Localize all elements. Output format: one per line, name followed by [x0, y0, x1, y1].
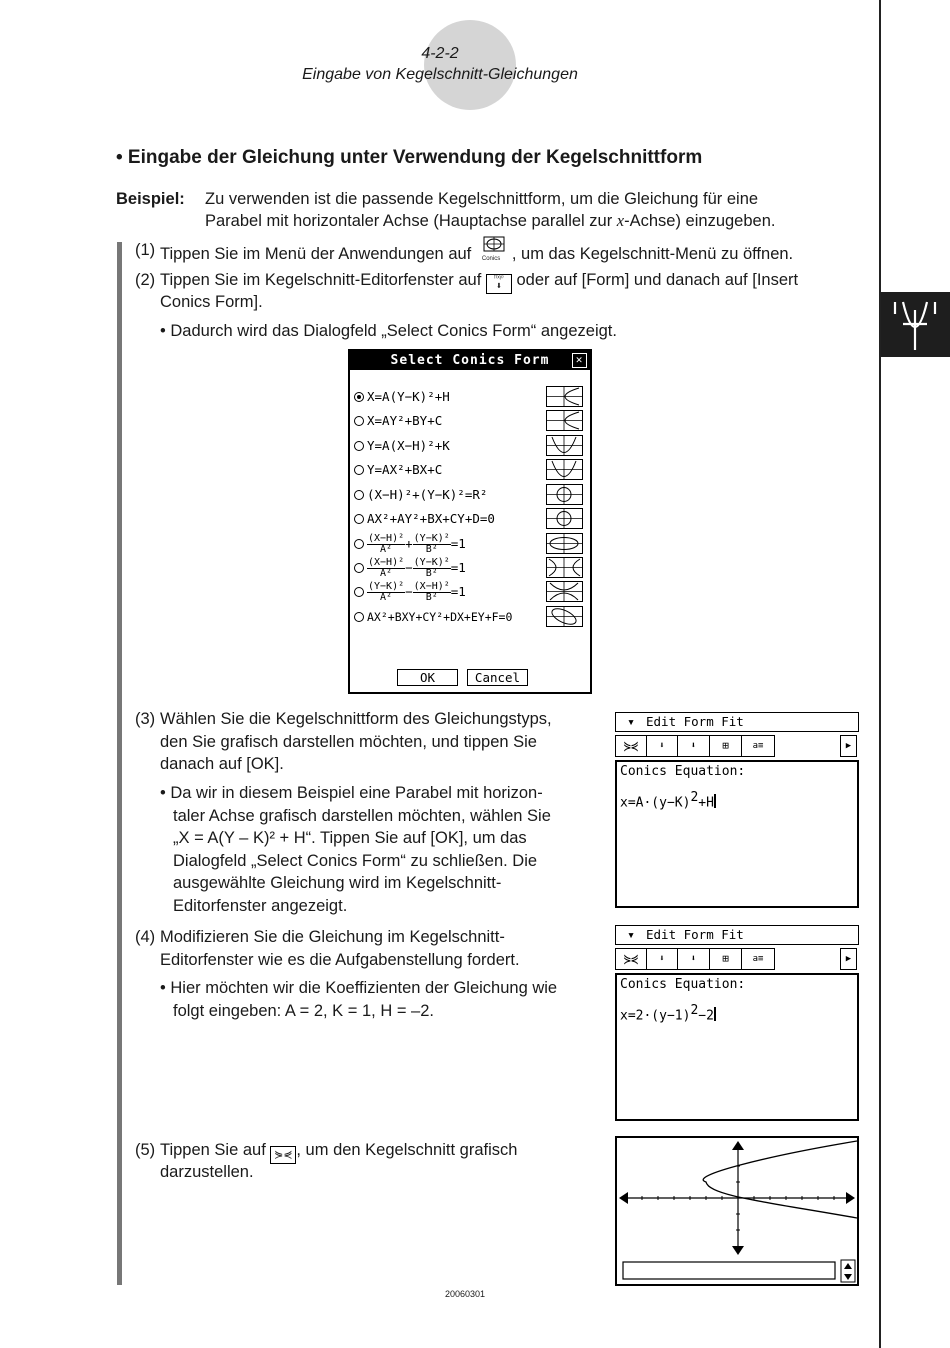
conic-option-1[interactable]	[354, 386, 450, 408]
equals-one: =1	[450, 560, 466, 575]
footer-code: 20060301	[444, 1289, 486, 1299]
conic-option-4[interactable]	[354, 459, 442, 481]
equation-base: x=A·(y−K)	[620, 795, 691, 811]
graph-input-bar[interactable]	[623, 1262, 835, 1279]
step-4-text	[160, 926, 520, 971]
text-line: folgt eingeben: A = 2, K = 1, H = –2.	[173, 1001, 434, 1020]
numerator: (X−H)²	[368, 557, 405, 568]
denominator: B²	[425, 544, 438, 555]
parabola-right-icon	[546, 410, 583, 431]
text-line: Dialogfeld „Select Conics Form“ zu schließen. Die	[173, 851, 538, 870]
text-line: Wählen Sie die Kegelschnittform des Gleichungstyps,	[160, 710, 552, 728]
option-label: AX²+AY²+BX+CY+D=0	[367, 511, 495, 526]
example-variable: x	[616, 211, 625, 230]
insert-form-icon[interactable]: ⬇	[646, 948, 678, 970]
text-line: • Hier möchten wir die Koeffizienten der Gleichung wie	[160, 979, 558, 997]
general-conic-icon	[546, 606, 583, 627]
conic-option-3[interactable]	[354, 435, 450, 457]
header-circle	[424, 20, 516, 110]
select-conics-form-dialog	[348, 349, 592, 694]
menu-items[interactable]: Edit Form Fit	[646, 714, 744, 729]
circle-icon	[546, 508, 583, 529]
conics-equation-label: Conics Equation:	[620, 977, 746, 992]
radio[interactable]	[354, 416, 364, 426]
conic-option-5[interactable]	[354, 484, 487, 506]
fraction	[413, 534, 451, 555]
text-line: ausgewählte Gleichung wird im Kegelschnitt-	[173, 874, 502, 893]
operator: −	[405, 584, 413, 599]
conic-option-9[interactable]	[354, 581, 466, 603]
insert-form-icon[interactable]: ⬇	[646, 735, 678, 757]
denominator: B²	[425, 592, 438, 603]
parabola-curve	[703, 1141, 857, 1218]
text-line: „X = A(Y – K)² + H“. Tippen Sie auf [OK], um das	[173, 829, 527, 848]
text-cursor	[714, 794, 716, 808]
option-label: Y=A(X−H)²+K	[367, 438, 450, 453]
dialog-title: Select Conics Form	[390, 353, 550, 368]
x-axis-left-arrow	[619, 1192, 628, 1204]
operator: +	[405, 536, 413, 551]
equation-tail: −2	[698, 1008, 714, 1024]
radio[interactable]	[354, 539, 364, 549]
ellipse-icon	[546, 533, 583, 554]
view-window-icon[interactable]: ⊞	[709, 948, 742, 970]
y-axis-up-arrow	[732, 1141, 744, 1150]
conics-app-icon	[476, 239, 512, 267]
operator: −	[405, 560, 413, 575]
equation-exponent: 2	[690, 790, 699, 805]
fraction	[413, 582, 451, 603]
step-2-text-c: Conics Form].	[160, 293, 263, 311]
conics-chapter-icon	[881, 292, 950, 357]
conics-equation[interactable]	[620, 1003, 716, 1023]
text-line: Modifizieren Sie die Gleichung im Kegelschnitt-	[160, 928, 505, 946]
x-axis-right-arrow	[846, 1192, 855, 1204]
step-2-text-a: Tippen Sie im Kegelschnitt-Editorfenster auf	[160, 271, 482, 289]
parabola-up-icon	[546, 435, 583, 456]
y-axis-down-arrow	[732, 1246, 744, 1255]
view-window-icon[interactable]: ⊞	[709, 735, 742, 757]
step-1-number: (1)	[135, 241, 156, 259]
example-text-line1: Zu verwenden ist die passende Kegelschnittform, um die Gleichung für eine	[205, 190, 759, 208]
numerator: (X−H)²	[413, 581, 450, 592]
radio[interactable]	[354, 514, 364, 524]
conics-editor-window[interactable]	[615, 760, 859, 908]
equals-one: =1	[450, 536, 466, 551]
ok-button[interactable]: OK	[397, 669, 458, 686]
page-number: 4-2-2	[421, 45, 459, 62]
dialog-title-bar	[350, 351, 590, 370]
denominator: A²	[380, 592, 393, 603]
fraction	[367, 558, 405, 579]
step-2-text-b: oder auf [Form] und danach auf [Insert	[516, 271, 799, 289]
conics-menu-bar	[615, 925, 859, 945]
step-2-number: (2)	[135, 271, 156, 289]
conic-option-7[interactable]	[354, 533, 466, 555]
text-line: den Sie grafisch darstellen möchten, und tippen Sie	[160, 732, 537, 751]
step-4-number: (4)	[135, 928, 156, 946]
step-5-text-a: Tippen Sie auf	[160, 1141, 266, 1159]
radio[interactable]	[354, 465, 364, 475]
convert-form-icon[interactable]: ⬇	[677, 735, 710, 757]
keyboard-icon[interactable]: a≡	[741, 948, 775, 970]
step-1-text	[160, 239, 793, 267]
step-1-text-a: Tippen Sie im Menü der Anwendungen auf	[160, 245, 472, 263]
denominator: B²	[425, 568, 438, 579]
scroll-right-icon[interactable]: ▶	[840, 948, 857, 970]
text-cursor	[714, 1007, 716, 1021]
draw-conic-icon[interactable]: ⋟⋞	[615, 948, 647, 970]
conics-equation-label: Conics Equation:	[620, 764, 746, 779]
example-text-part: -Achse) einzugeben.	[624, 212, 776, 230]
conics-toolbar	[615, 735, 859, 757]
conic-option-2[interactable]	[354, 410, 442, 432]
graph-canvas	[617, 1138, 857, 1284]
step-4-bullet	[160, 977, 557, 1022]
text-line: Editorfenster wie es die Aufgabenstellung fordert.	[160, 950, 520, 969]
menu-items[interactable]: Edit Form Fit	[646, 927, 744, 942]
option-label: AX²+BXY+CY²+DX+EY+F=0	[367, 610, 513, 624]
equals-one: =1	[450, 584, 466, 599]
conic-option-6[interactable]	[354, 508, 495, 530]
text-line: danach auf [OK].	[160, 755, 284, 774]
option-label: Y=AX²+BX+C	[367, 462, 443, 477]
example-text-line2	[205, 210, 775, 233]
text-line: • Da wir in diesem Beispiel eine Parabel mit horizon-	[160, 784, 543, 802]
example-label: Beispiel:	[116, 190, 185, 208]
equation-tail: +H	[698, 795, 714, 811]
page-edge-line	[879, 0, 881, 1348]
scroll-right-icon[interactable]: ▶	[840, 735, 857, 757]
conic-graph-window[interactable]	[615, 1136, 859, 1286]
draw-conic-icon[interactable]: ⋟⋞	[615, 735, 647, 757]
circle-icon	[546, 484, 583, 505]
radio-selected[interactable]	[354, 392, 364, 402]
step-5-text-b: , um den Kegelschnitt grafisch	[296, 1141, 518, 1159]
radio[interactable]	[354, 563, 364, 573]
radio[interactable]	[354, 441, 364, 451]
conics-toolbar	[615, 948, 859, 970]
numerator: (Y−K)²	[413, 557, 450, 568]
numerator: (Y−K)²	[413, 533, 450, 544]
conics-equation[interactable]	[620, 790, 716, 810]
numerator: (Y−K)²	[368, 581, 405, 592]
step-3-bullet	[160, 782, 551, 918]
equation-exponent: 2	[690, 1003, 699, 1018]
example-text-part: Parabel mit horizontaler Achse (Hauptachse parallel zur	[205, 212, 617, 230]
menu-chevron-icon[interactable]: ▾	[627, 715, 635, 730]
conics-icon-caption: Conics	[481, 256, 501, 262]
hyperbola-horizontal-icon	[546, 557, 583, 578]
option-label: X=A(Y−K)²+H	[367, 389, 450, 404]
step-3-text	[160, 708, 552, 776]
option-label: (X−H)²+(Y−K)²=R²	[367, 487, 488, 502]
fraction	[413, 558, 451, 579]
fraction	[367, 582, 405, 603]
denominator: A²	[380, 544, 393, 555]
option-label: X=AY²+BY+C	[367, 413, 443, 428]
close-icon[interactable]: ✕	[572, 353, 587, 368]
radio[interactable]	[354, 612, 364, 622]
text-line: taler Achse grafisch darstellen möchten, wählen Sie	[173, 806, 551, 825]
keyboard-icon[interactable]: a≡	[741, 735, 775, 757]
equation-base: x=2·(y−1)	[620, 1008, 691, 1024]
step-5-text-c: darzustellen.	[160, 1163, 254, 1181]
step-1-text-b: , um das Kegelschnitt-Menü zu öffnen.	[511, 245, 794, 263]
numerator: (X−H)²	[368, 533, 405, 544]
parabola-up-icon	[546, 459, 583, 480]
step-margin-bar	[117, 242, 122, 1285]
conics-menu-bar	[615, 712, 859, 732]
page-header-title: Eingabe von Kegelschnitt-Gleichungen	[302, 66, 578, 83]
hyperbola-vertical-icon	[546, 581, 583, 602]
convert-form-icon[interactable]: ⬇	[677, 948, 710, 970]
cancel-button[interactable]: Cancel	[467, 669, 528, 686]
conics-editor-window[interactable]	[615, 973, 859, 1121]
chapter-tab	[881, 292, 950, 357]
insert-form-icon: ᶠ⁽ˣʸ⁾ ⬇	[486, 274, 512, 294]
step-3-number: (3)	[135, 710, 156, 728]
denominator: A²	[380, 568, 393, 579]
menu-chevron-icon[interactable]: ▾	[627, 928, 635, 943]
radio[interactable]	[354, 587, 364, 597]
text-line: Editorfenster angezeigt.	[173, 896, 348, 915]
parabola-right-icon	[546, 386, 583, 407]
step-5-number: (5)	[135, 1141, 156, 1159]
fraction	[367, 534, 405, 555]
conic-option-10[interactable]	[354, 606, 512, 628]
draw-conic-icon: ⋟⋞	[270, 1146, 296, 1164]
step-2-bullet: • Dadurch wird das Dialogfeld „Select Conics Form“ angezeigt.	[160, 322, 617, 340]
section-title: • Eingabe der Gleichung unter Verwendung der Kegelschnittform	[116, 147, 703, 168]
conic-option-8[interactable]	[354, 557, 466, 579]
radio[interactable]	[354, 490, 364, 500]
